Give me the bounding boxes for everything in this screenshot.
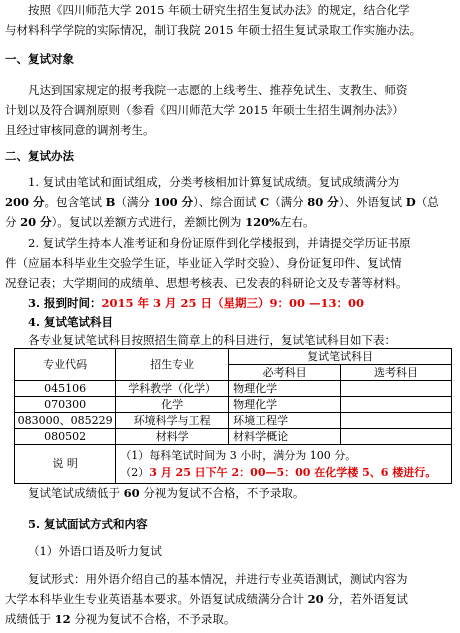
- row-required: 物理化学: [229, 381, 341, 397]
- item1-line-3: 分 20 分）。复试以差额方式进行，差额比例为 120%左右。: [5, 215, 315, 229]
- table-note-row: [15, 445, 452, 484]
- section5-para-line-2: 大学本科毕业生专业英语基本要求。外语复试成绩满分合计 20 分，若外语复试: [5, 592, 408, 606]
- header-major: 招生专业: [116, 349, 229, 381]
- row-code: 080502: [15, 429, 116, 445]
- section5-para-line-3: 成绩低于 12 分视为复试不合格，不予录取。: [5, 612, 236, 626]
- row-required: 环境工程学: [229, 413, 341, 429]
- section5-heading: 5. 复试面试方式和内容: [28, 517, 148, 531]
- item3-report-time: 3. 报到时间：2015 年 3 月 25 日（星期三）9：00 —13：00: [28, 296, 365, 310]
- subjects-table: [14, 348, 452, 484]
- note-label: 说 明: [15, 445, 116, 484]
- row-code: 083000、085229: [15, 413, 116, 429]
- note-content: [116, 445, 452, 484]
- written-score-rule: 复试笔试成绩低于 60 分视为复试不合格，不予录取。: [28, 486, 305, 500]
- section5-sub-1: （1）外语口语及听力复试: [28, 544, 162, 558]
- section1-line-1: 凡达到国家规定的报考我院一志愿的上线考生、推荐免试生、支教生、师资: [28, 83, 408, 97]
- row-code: 070300: [15, 397, 116, 413]
- table-row: [15, 413, 452, 429]
- header-major-code: 专业代码: [15, 349, 116, 381]
- table-row: [15, 381, 452, 397]
- row-optional: [341, 397, 452, 413]
- row-required: 物理化学: [229, 397, 341, 413]
- item1-line-2: 200 分。包含笔试 B（满分 100 分）、综合面试 C（满分 80 分）、外语复试 D（总: [5, 195, 439, 209]
- item4-description: 各专业复试笔试科目按照招生简章上的科目进行，复试笔试科目如下表：: [28, 333, 396, 347]
- row-optional: [341, 381, 452, 397]
- item2-line-2: 件（应届本科毕业生交验学生证，毕业证入学时交验）、身份证复印件、复试情: [5, 256, 402, 270]
- table-row: [15, 397, 452, 413]
- header-subjects: 复试笔试科目: [229, 349, 452, 365]
- row-required: 材料学概论: [229, 429, 341, 445]
- section-heading-review-method: 二、复试办法: [5, 149, 74, 163]
- table-row: [15, 429, 452, 445]
- row-optional: [341, 413, 452, 429]
- section5-para-line-1: 复试形式：用外语介绍自己的基本情况，并进行专业英语测试，测试内容为: [28, 572, 408, 586]
- note-line-1: （1）每科笔试时间为 3 小时，满分为 100 分。: [120, 449, 357, 462]
- item2-line-1: 2. 复试学生持本人准考证和身份证原件到化学楼报到，并请提交学历证书原: [28, 236, 411, 250]
- row-optional: [341, 429, 452, 445]
- row-major: 化学: [116, 397, 229, 413]
- section1-line-2: 计划以及符合调剂原则（参看《四川师范大学 2015 年硕士生招生调剂办法》）: [5, 103, 404, 117]
- row-code: 045106: [15, 381, 116, 397]
- row-major: 学科教学（化学）: [116, 381, 229, 397]
- intro-line-1: 按照《四川师范大学 2015 年硕士研究生招生复试办法》的规定，结合化学: [28, 3, 410, 17]
- item1-line-1: 1. 复试由笔试和面试组成，分类考核相加计算复试成绩。复试成绩满分为: [28, 175, 400, 189]
- header-required: 必考科目: [229, 365, 341, 381]
- header-optional: 选考科目: [341, 365, 452, 381]
- section-heading-review-targets: 一、复试对象: [5, 52, 74, 66]
- section1-line-3: 且经过审核同意的调剂考生。: [5, 123, 155, 137]
- row-major: 材料学: [116, 429, 229, 445]
- item4-heading: 4. 复试笔试科目: [28, 315, 114, 329]
- row-major: 环境科学与工程: [116, 413, 229, 429]
- intro-line-2: 与材料科学学院的实际情况，制订我院 2015 年硕士招生复试录取工作实施办法。: [5, 23, 422, 37]
- item2-line-3: 况登记表；大学期间的成绩单、思想考核表、已发表的科研论文及专著等材料。: [5, 276, 408, 290]
- note-line-2: （2）3 月 25 日下午 2：00—5：00 在化学楼 5、6 楼进行。: [120, 466, 437, 479]
